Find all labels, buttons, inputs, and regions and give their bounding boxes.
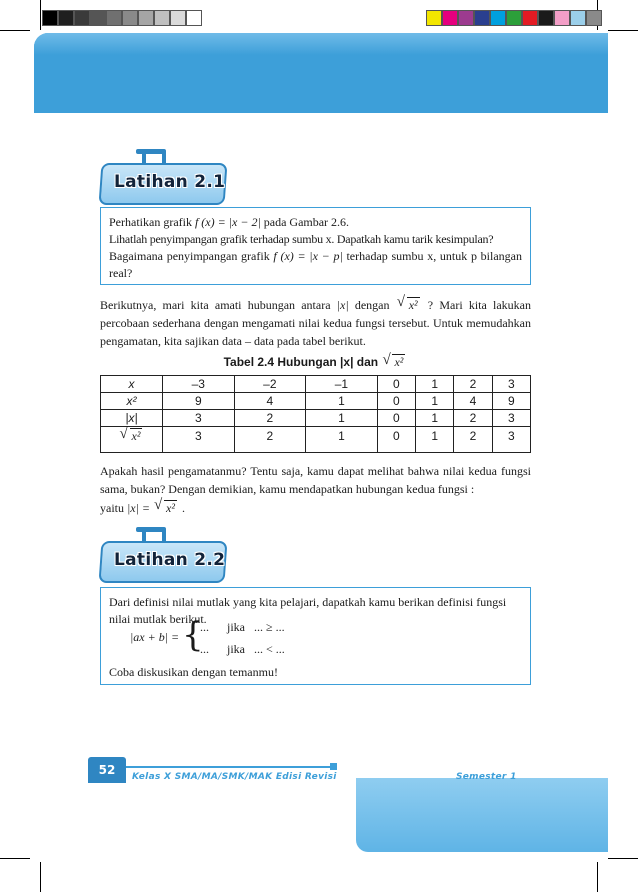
- table-cell: 1: [416, 427, 454, 453]
- table-cell: 1: [416, 376, 454, 393]
- color-swatch: [490, 10, 506, 26]
- color-swatch: [138, 10, 154, 26]
- table-row: [101, 410, 531, 427]
- color-swatch: [154, 10, 170, 26]
- latihan-2-1-formula-2: f (x) = |x − p|: [273, 249, 343, 263]
- table-cell: –1: [306, 376, 378, 393]
- color-swatch: [90, 10, 106, 26]
- crop-mark: [608, 858, 638, 859]
- table-cell: 9: [163, 393, 235, 410]
- crop-mark: [608, 30, 638, 31]
- table-cell: 1: [306, 410, 378, 427]
- conclusion-text: Apakah hasil pengamatanmu? Tentu saja, kamu dapat melihat bahwa nilai kedua fungsi sama, bukan? Dengan demikian, kamu mendapatkan hubungan kedua fungsi :: [100, 464, 531, 496]
- table-cell: 2: [454, 410, 492, 427]
- color-swatch: [74, 10, 90, 26]
- color-swatch: [106, 10, 122, 26]
- footer-dot: [330, 763, 337, 770]
- crop-mark: [0, 858, 30, 859]
- color-swatch: [58, 10, 74, 26]
- table-cell: 2: [234, 427, 306, 453]
- conclusion-lhs: |x| =: [127, 501, 151, 515]
- row-header: x²: [101, 393, 163, 410]
- table-cell: 1: [306, 393, 378, 410]
- table-cell: 1: [416, 410, 454, 427]
- table-cell: 2: [234, 410, 306, 427]
- sqrt-symbol: [155, 498, 177, 518]
- color-swatch: [442, 10, 458, 26]
- table-cell: 4: [454, 393, 492, 410]
- crop-mark: [40, 862, 41, 892]
- book-title: Kelas X SMA/MA/SMK/MAK Edisi Revisi: [132, 772, 337, 782]
- color-swatch: [570, 10, 586, 26]
- footer-band: [356, 778, 608, 852]
- intro-sqrt-radicand: x²: [408, 298, 418, 312]
- crop-mark: [40, 0, 41, 30]
- gray-swatch-strip: [42, 10, 202, 26]
- color-swatch: [554, 10, 570, 26]
- table-cell: –2: [234, 376, 306, 393]
- table-row: [101, 376, 531, 393]
- table-cell: 0: [377, 410, 415, 427]
- table-cell: 0: [377, 393, 415, 410]
- row-header: x: [101, 376, 163, 393]
- table-row: [101, 393, 531, 410]
- table-cell: 0: [377, 427, 415, 453]
- table-cell: 1: [416, 393, 454, 410]
- sqrt-symbol: [121, 429, 143, 444]
- color-swatch: [474, 10, 490, 26]
- intro-paragraph: [100, 296, 531, 350]
- table-cell: 3: [163, 427, 235, 453]
- sqrt-symbol: [398, 296, 420, 314]
- conclusion-radicand: x²: [166, 501, 175, 515]
- row-header-radicand: x²: [131, 429, 141, 443]
- table-title: [100, 355, 531, 370]
- latihan-2-1-line1-pre: Perhatikan grafik: [109, 215, 195, 229]
- header-band: [34, 33, 608, 113]
- table-cell: 9: [492, 393, 530, 410]
- table-title-radicand: x²: [394, 355, 404, 369]
- color-swatch: [506, 10, 522, 26]
- latihan-2-2-text: Dari definisi nilai mutlak yang kita pelajari, dapatkah kamu berikan definisi fungsi nilai mutlak berikut.: [109, 595, 507, 626]
- footer-divider: [126, 766, 334, 768]
- color-swatch: [522, 10, 538, 26]
- table-cell: –3: [163, 376, 235, 393]
- conclusion-end: .: [178, 501, 185, 515]
- conclusion-yaitu: yaitu: [100, 501, 127, 515]
- conclusion-formula: [100, 498, 531, 518]
- color-swatch: [586, 10, 602, 26]
- table-cell: 3: [492, 427, 530, 453]
- latihan-2-2-tag: [100, 541, 226, 583]
- case-1: ... jika ... ≥ ...: [200, 620, 285, 634]
- crop-mark: [0, 30, 30, 31]
- latihan-2-1-title: Latihan 2.1: [114, 172, 226, 192]
- intro-abs-x: |x|: [336, 298, 349, 312]
- latihan-2-1-formula-1: f (x) = |x − 2|: [194, 215, 261, 229]
- page-number: 52: [88, 757, 126, 783]
- relation-table: [100, 375, 531, 453]
- case-2: ... jika ... < ...: [200, 642, 285, 656]
- table-row: [101, 427, 531, 453]
- color-swatch: [458, 10, 474, 26]
- table-cell: 3: [492, 410, 530, 427]
- latihan-2-1-line3-post: terhadap sumbu x, untuk p bilangan real?: [109, 249, 523, 280]
- latihan-2-1-tag: [100, 163, 226, 205]
- intro-part3: ? Mari kita lakukan percobaan sederhana dengan mengamati nilai kedua fungsi tersebut. Untuk memudahkan pengamatan, kita sajikan data – data pada tabel berikut.: [100, 298, 532, 348]
- latihan-2-1-line2: Lihatlah penyimpangan grafik terhadap sumbu x. Dapatkah kamu tarik kesimpulan?: [109, 232, 494, 246]
- brace: {: [182, 615, 204, 655]
- semester-label: Semester 1: [456, 772, 517, 782]
- latihan-2-2-title: Latihan 2.2: [114, 550, 226, 570]
- table-cell: 3: [492, 376, 530, 393]
- color-swatch: [426, 10, 442, 26]
- row-header: [101, 427, 163, 453]
- latihan-2-1-box: [100, 207, 531, 285]
- latihan-2-2-closing: Coba diskusikan dengan temanmu!: [109, 665, 278, 679]
- row-header: |x|: [101, 410, 163, 427]
- table-cell: 4: [234, 393, 306, 410]
- color-swatch: [170, 10, 186, 26]
- conclusion-paragraph: [100, 462, 531, 498]
- color-swatch: [186, 10, 202, 26]
- latihan-2-1-line1-post: pada Gambar 2.6.: [260, 215, 350, 229]
- sqrt-symbol: [383, 355, 405, 370]
- intro-part2: dengan: [348, 298, 396, 312]
- color-swatch: [42, 10, 58, 26]
- absolute-function-lhs: |ax + b| =: [130, 630, 180, 644]
- latihan-2-1-line3-pre: Bagaimana penyimpangan grafik: [109, 249, 274, 263]
- intro-part1: Berikutnya, mari kita amati hubungan antara: [100, 298, 337, 312]
- table-title-text: Tabel 2.4 Hubungan |x| dan: [223, 355, 382, 369]
- table-cell: 2: [454, 376, 492, 393]
- color-swatch-strip: [426, 10, 602, 26]
- crop-mark: [597, 862, 598, 892]
- color-swatch: [538, 10, 554, 26]
- color-swatch: [122, 10, 138, 26]
- table-cell: 3: [163, 410, 235, 427]
- table-cell: 1: [306, 427, 378, 453]
- table-cell: 0: [377, 376, 415, 393]
- table-cell: 2: [454, 427, 492, 453]
